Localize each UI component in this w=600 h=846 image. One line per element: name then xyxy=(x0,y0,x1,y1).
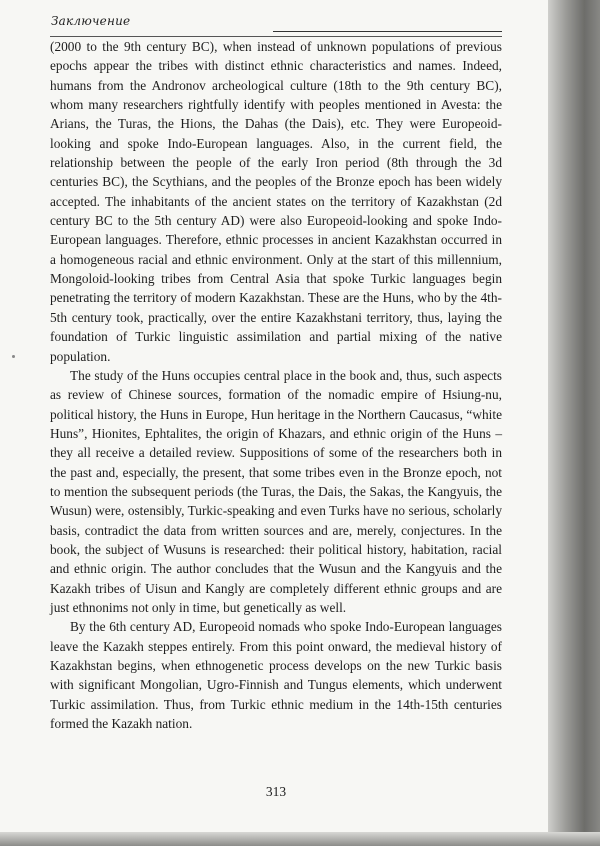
bottom-edge-shadow xyxy=(0,832,600,846)
header-rule xyxy=(273,31,502,32)
binding-shadow xyxy=(548,0,600,846)
running-head: Заключение xyxy=(51,14,131,28)
body-text xyxy=(50,37,502,733)
paragraph-3: By the 6th century AD, Europeoid nomads who spoke Indo-European languages leave the Kazakh steppes entirely. From this point onward, the medieval history of Kazakhstan begins, when ethnogenetic process develops on the new Turkic basis with significant Mongolian, Ugro-Finnish and Tungus elements, which underwent Turkic assimilation. Thus, from Turkic ethnic medium in the 14th-15th centuries formed the Kazakh nation. xyxy=(50,619,502,732)
margin-speck xyxy=(12,355,15,358)
paragraph-2: The study of the Huns occupies central place in the book and, thus, such aspects as review of Chinese sources, formation of the nomadic empire of Hsiung-nu, political history, the Huns in Europe, Hun heritage in the Northern Caucasus, “white Huns”, Hionites, Ephtalites, the origin of Khazars, and ethnic origin of the Huns – they all receive a detailed review. Suppositions of some of the researchers both in the past and, especially, the present, that some tribes even in the Bronze epoch, not to mention the subsequent periods (the Turas, the Dais, the Sakas, the Kangyuis, the Wusun) were, ostensibly, Turkic-speaking and even Turks have no serious, scholarly basis, contradict the data from written sources and are, merely, conjectures. In the book, the subject of Wusuns is researched: their political history, habitation, racial and ethnic origin. The author concludes that the Wusun and the Kangyuis and the Kazakh tribes of Uisun and Kangly are completely different ethnic groups and are just ethnonims not only in time, but genetically as well. xyxy=(50,367,502,615)
paragraph-1: (2000 to the 9th century BC), when instead of unknown populations of previous epochs appear the tribes with distinct ethnic characteristics and names. Indeed, humans from the Andronov archeological culture (18th to the 9th century BC), whom many researchers rightfully identify with peoples mentioned in Avesta: the Arians, the Turas, the Hions, the Dahas (the Dais), etc. They were Europeoid-looking and spoke Indo-European languages. Also, in the current field, the relationship between the people of the early Iron period (8th through the 3d centuries BC), the Scythians, and the peoples of the Bronze epoch has been widely accepted. The inhabitants of the ancient states on the territory of Kazakhstan (2d century BC to the 5th century AD) were also Europeoid-looking and spoke Indo-European languages. Therefore, ethnic processes in ancient Kazakhstan occurred in a homogeneous racial and ethnic environment. Only at the start of this millennium, Mongoloid-looking tribes from Central Asia that spoke Turkic languages begin penetrating the territory of modern Kazakhstan. These are the Huns, who by the 4th-5th century took, practically, over the entire Kazakhstani territory, thus, laying the foundation of Turkic linguistic assimilation and partial mixing of the native population. xyxy=(50,39,502,364)
page-number: 313 xyxy=(265,784,287,799)
